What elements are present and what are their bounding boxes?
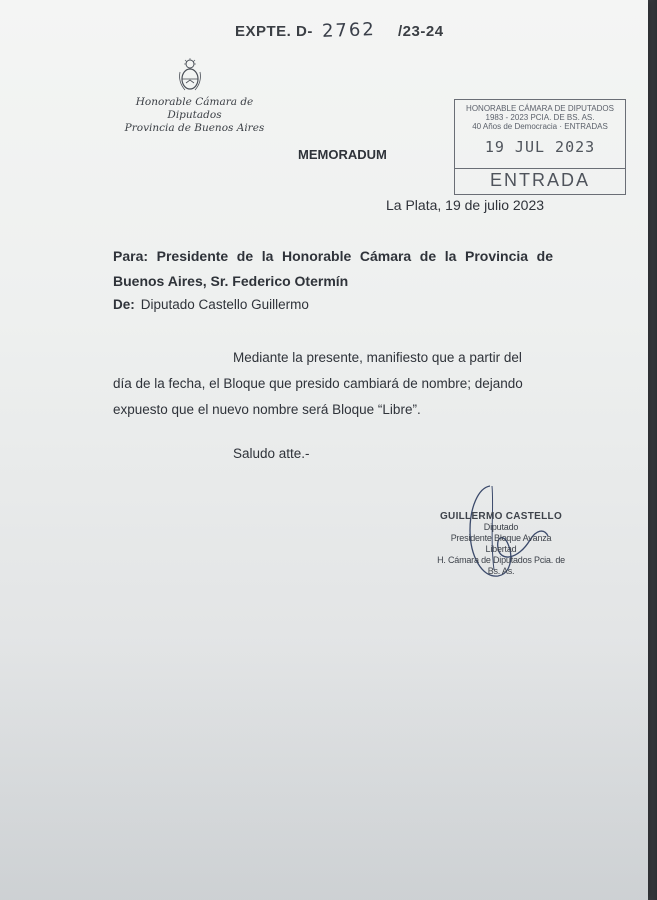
sender-line bbox=[113, 297, 309, 312]
body-line-1: Mediante la presente, manifiesto que a partir del bbox=[233, 350, 522, 365]
stamp-header-line-3: 40 Años de Democracia · ENTRADAS bbox=[472, 122, 608, 131]
expte-number: 2762 bbox=[321, 19, 376, 42]
signer-chamber: H. Cámara de Diputados Pcia. de Bs. As. bbox=[437, 555, 565, 576]
entry-stamp bbox=[454, 99, 626, 195]
institution-name bbox=[112, 96, 277, 135]
signer-title: Presidente Bloque Avanza Libertad bbox=[450, 533, 552, 554]
stamp-header-line-2: 1983 - 2023 PCIA. DE BS. AS. bbox=[485, 113, 595, 122]
expte-suffix: /23-24 bbox=[398, 23, 444, 40]
signer-role: Diputado bbox=[483, 522, 519, 532]
stamp-divider bbox=[455, 168, 625, 169]
memo-title: MEMORADUM bbox=[298, 147, 387, 162]
body-line-3: expuesto que el nuevo nombre será Bloque “Libre”. bbox=[113, 402, 421, 417]
stamp-date: 19 JUL 2023 bbox=[484, 138, 596, 156]
stamp-label: ENTRADA bbox=[489, 170, 590, 190]
stamp-header-line-1: HONORABLE CÁMARA DE DIPUTADOS bbox=[466, 104, 614, 113]
recipient-block: Para: Presidente de la Honorable Cámara de la Provincia de Buenos Aires, Sr. Federico Otermín bbox=[113, 248, 553, 289]
memo-body bbox=[113, 345, 553, 423]
place-date: La Plata, 19 de julio 2023 bbox=[386, 197, 545, 213]
institution-line-2: Provincia de Buenos Aires bbox=[124, 122, 265, 134]
sender-label: De: bbox=[113, 297, 135, 312]
coat-of-arms-icon bbox=[177, 58, 203, 94]
sender-value: Diputado Castello Guillermo bbox=[140, 297, 309, 312]
body-line-2: día de la fecha, el Bloque que presido cambiará de nombre; dejando bbox=[113, 376, 523, 391]
closing-text: Saludo atte.- bbox=[233, 446, 310, 461]
signer-name: GUILLERMO CASTELLO bbox=[439, 511, 563, 522]
expte-prefix: EXPTE. D- bbox=[235, 23, 313, 40]
institution-line-1: Honorable Cámara de Diputados bbox=[135, 96, 254, 121]
stamp-header bbox=[458, 104, 622, 131]
expte-reference bbox=[235, 20, 444, 41]
signature-block bbox=[436, 511, 566, 577]
